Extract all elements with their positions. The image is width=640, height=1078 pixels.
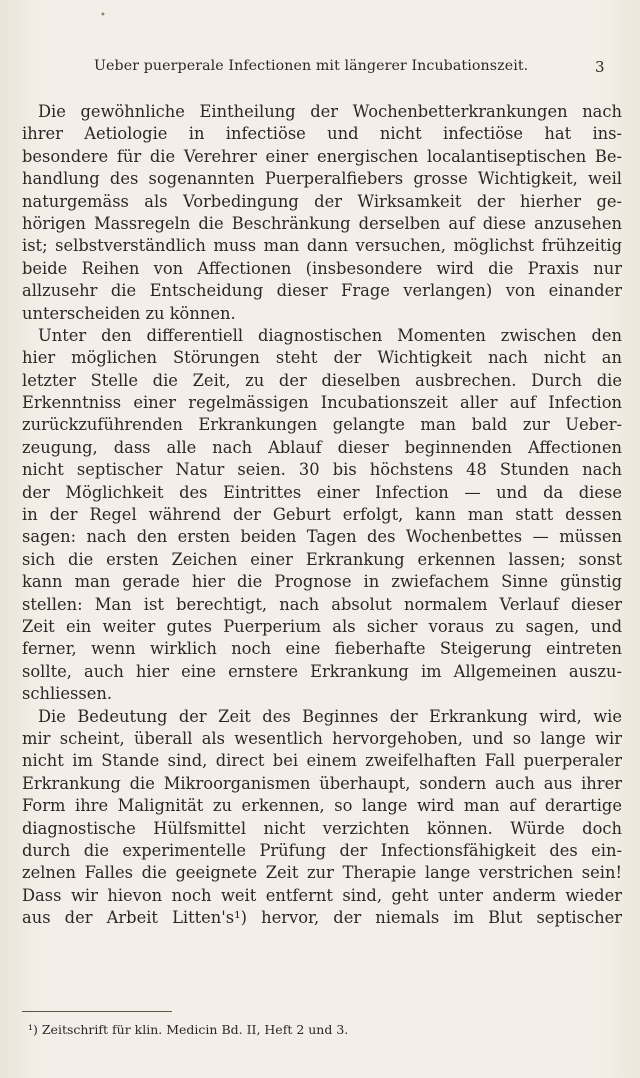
text-line: zeugung, dass alle nach Ablauf dieser beginnenden Affectionen	[22, 437, 622, 457]
footnote: ¹) Zeitschrift für klin. Medicin Bd. II, Heft 2 und 3.	[28, 1022, 349, 1037]
text-line: sollte, auch hier eine ernstere Erkrankung im Allgemeinen auszu-	[22, 661, 622, 681]
text-line: naturgemäss als Vorbedingung der Wirksamkeit der hierher ge-	[22, 191, 622, 211]
text-line: Erkrankung die Mikroorganismen überhaupt, sondern auch aus ihrer	[22, 773, 622, 793]
text-line: durch die experimentelle Prüfung der Infectionsfähigkeit des ein-	[22, 840, 622, 860]
text-line: besondere für die Verehrer einer energischen localantiseptischen Be-	[22, 146, 622, 166]
page-number: 3	[595, 58, 605, 76]
text-line: Form ihre Malignität zu erkennen, so lange wird man auf derartige	[22, 796, 622, 816]
text-line: unterscheiden zu können.	[22, 303, 236, 323]
text-line: nicht im Stande sind, direct bei einem zweifelhaften Fall puerperaler	[22, 751, 622, 771]
text-line: mir scheint, überall als wesentlich hervorgehoben, und so lange wir	[22, 728, 622, 748]
text-line: hörigen Massregeln die Beschränkung derselben auf diese anzusehen	[22, 213, 622, 233]
text-line: in der Regel während der Geburt erfolgt, kann man statt dessen	[22, 505, 622, 525]
text-line: Zeit ein weiter gutes Puerperium als sicher voraus zu sagen, und	[22, 616, 622, 636]
text-line: sagen: nach den ersten beiden Tagen des Wochenbettes — müssen	[22, 527, 622, 547]
body-text	[22, 101, 622, 929]
text-line: Dass wir hievon noch weit entfernt sind, geht unter anderm wieder	[22, 885, 622, 905]
text-line: Die gewöhnliche Eintheilung der Wochenbetterkrankungen nach	[38, 102, 622, 121]
text-line: schliessen.	[22, 684, 113, 704]
text-line: aus der Arbeit Litten's¹) hervor, der niemals im Blut septischer	[22, 908, 622, 928]
text-line: kann man gerade hier die Prognose in zwiefachem Sinne günstig	[22, 572, 622, 592]
text-line: zelnen Falles die geeignete Zeit zur Therapie lange verstrichen sein!	[22, 863, 622, 883]
text-line: Die Bedeutung der Zeit des Beginnes der Erkrankung wird, wie	[38, 706, 622, 726]
text-line: stellen: Man ist berechtigt, nach absolut normalem Verlauf dieser	[22, 594, 622, 614]
text-line: der Möglichkeit des Eintrittes einer Infection — und da diese	[22, 482, 622, 502]
text-line: letzter Stelle die Zeit, zu der dieselben ausbrechen. Durch die	[22, 370, 622, 390]
footnote-rule	[22, 1011, 172, 1012]
text-line: handlung des sogenannten Puerperalfiebers grosse Wichtigkeit, weil	[22, 169, 622, 189]
text-line: Unter den differentiell diagnostischen Momenten zwischen den	[38, 325, 622, 345]
running-title: Ueber puerperale Infectionen mit längerer Incubationszeit.	[94, 58, 529, 74]
text-line: zurückzuführenden Erkrankungen gelangte man bald zur Ueber-	[22, 415, 622, 435]
text-line: sich die ersten Zeichen einer Erkrankung erkennen lassen; sonst	[22, 549, 622, 569]
text-line: ist; selbstverständlich muss man dann versuchen, möglichst frühzeitig	[22, 236, 622, 256]
text-line: allzusehr die Entscheidung dieser Frage verlangen) von einander	[22, 281, 622, 301]
text-line: ferner, wenn wirklich noch eine fieberhafte Steigerung eintreten	[22, 639, 622, 659]
text-line: Erkenntniss einer regelmässigen Incubationszeit aller auf Infection	[22, 393, 622, 413]
text-line: hier möglichen Störungen steht der Wichtigkeit nach nicht an	[22, 348, 622, 368]
text-line: ihrer Aetiologie in infectiöse und nicht infectiöse hat ins-	[22, 124, 622, 144]
text-line: nicht septischer Natur seien. 30 bis höchstens 48 Stunden nach	[22, 460, 622, 480]
text-line: beide Reihen von Affectionen (insbesondere wird die Praxis nur	[22, 258, 622, 278]
running-header	[0, 58, 640, 82]
text-line: diagnostische Hülfsmittel nicht verzichten können. Würde doch	[22, 818, 622, 838]
page-mark: •	[100, 10, 106, 21]
